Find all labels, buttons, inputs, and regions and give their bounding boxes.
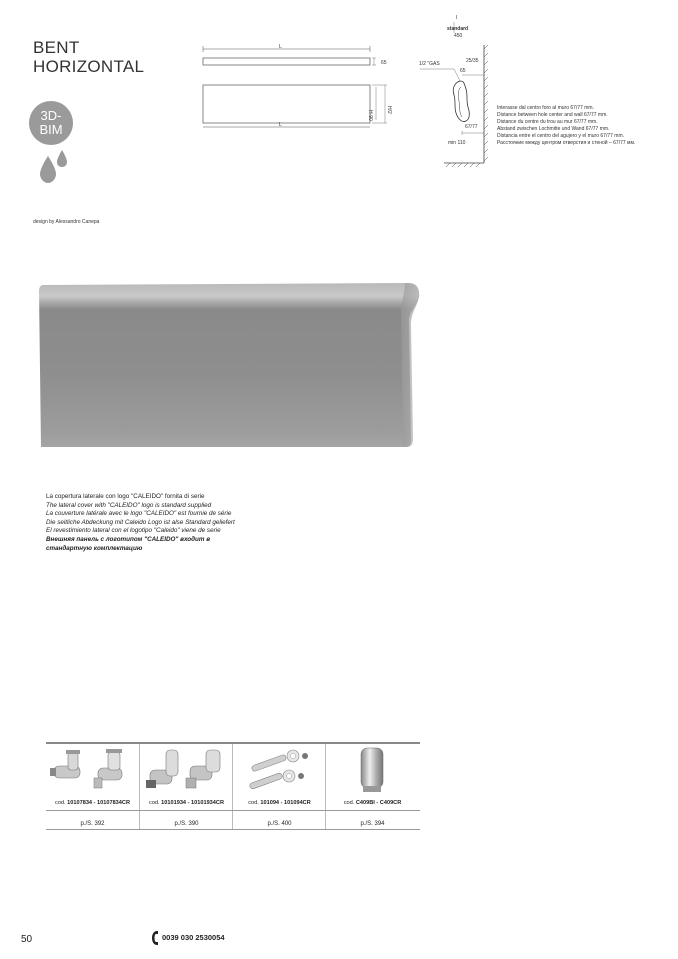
- title-line-2: HORIZONTAL: [33, 57, 145, 76]
- angle-valve-pair-icon: [46, 744, 139, 796]
- accessory-page-ref: p./S. 400: [267, 821, 292, 827]
- wall-min-label: min 110: [448, 140, 466, 146]
- valve-kit-icon: [140, 744, 233, 796]
- accessory-code: cod. 101094 - 101094CR: [248, 800, 311, 806]
- title-line-1: BENT: [33, 38, 80, 57]
- dim-length-top: L: [279, 44, 282, 50]
- accessory-page-ref: p./S. 392: [80, 821, 105, 827]
- dim-depth: 65: [381, 60, 387, 66]
- wall-25-35-label: 25/35: [466, 58, 479, 64]
- bim-badge[interactable]: [29, 101, 73, 145]
- note-de: Abstand zwischen Lochmitte und Wand 67/77 mm.: [497, 126, 610, 132]
- wall-gas-label: 1/2 "GAS: [419, 61, 440, 67]
- caption-en: The lateral cover with "CALEIDO" logo is standard supplied: [46, 501, 212, 509]
- accessories-table: [46, 742, 420, 832]
- bim-badge-line-1: 3D-: [40, 108, 62, 123]
- fitting-kit-icon: [233, 744, 326, 796]
- accessory-item[interactable]: [46, 744, 139, 830]
- accessory-item[interactable]: [325, 744, 419, 830]
- note-it: Interasse dal centro foro al muro 67/77 mm.: [497, 105, 594, 111]
- accessory-page-ref: p./S. 390: [174, 821, 199, 827]
- page-number: 50: [21, 934, 33, 945]
- wall-67-77-label: 67/77: [465, 124, 478, 130]
- caption-ru: Внешняя панель с логотипом "CALEIDO" входит в стандартную комплектацию: [46, 535, 211, 552]
- technical-drawing: [195, 40, 395, 135]
- thermostatic-head-icon: [326, 744, 419, 796]
- accessory-item[interactable]: [232, 744, 326, 830]
- bim-badge-line-2: BIM: [39, 122, 63, 137]
- note-fr: Distance du centre du trou au mur 67/77 mm.: [497, 119, 598, 125]
- caption-de: Die seitliche Abdeckung mit Caleido Logo ist alse Standard geliefert: [46, 518, 235, 526]
- wall-65-label: 65: [460, 68, 466, 74]
- caption-fr: La couverture latérale avec le logo "CALEIDO" est fournie de série: [46, 510, 232, 518]
- wall-standard-marker: I: [456, 15, 458, 21]
- accessory-code: cod. 10107834 - 10107834CR: [55, 800, 130, 806]
- page-title: [33, 38, 144, 76]
- wall-standard-value: 450: [454, 33, 463, 39]
- note-es: Distancia entre el centro del agujero y el muro 67/77 mm.: [497, 133, 625, 139]
- dim-height: H-90: [367, 110, 373, 121]
- distance-notes: [497, 105, 635, 147]
- phone-number: 0039 030 2530054: [162, 933, 225, 942]
- caption-it: La copertura laterale con logo "CALEIDO" fornita di serie: [46, 493, 205, 500]
- accessories-divider: [46, 810, 420, 811]
- note-ru: Расстояние между центром отверстия и стеной – 67/77 мм.: [497, 140, 636, 146]
- wall-standard-label: standard: [447, 26, 469, 32]
- dim-length-bottom: L: [279, 122, 282, 128]
- accessory-code: cod. C409BI - C409CR: [343, 800, 402, 806]
- cover-caption: [46, 493, 276, 553]
- accessory-item[interactable]: [139, 744, 233, 830]
- designer-credit: design by Alessandro Canepa: [33, 219, 100, 225]
- accessory-code: cod. 10101934 - 10101934CR: [149, 800, 224, 806]
- accessory-page-ref: p./S. 394: [360, 821, 385, 827]
- product-image: [39, 281, 421, 448]
- note-en: Distance between hole center and wall 67/77 mm.: [497, 112, 608, 118]
- accessories-bottom-rule: [46, 829, 420, 830]
- water-drops-icon: [38, 150, 70, 186]
- caption-es: El revestimiento lateral con el logotipo "Caleido" viene de serie: [46, 527, 221, 535]
- dim-height-2: H/2: [386, 106, 392, 114]
- phone-icon: [151, 930, 159, 946]
